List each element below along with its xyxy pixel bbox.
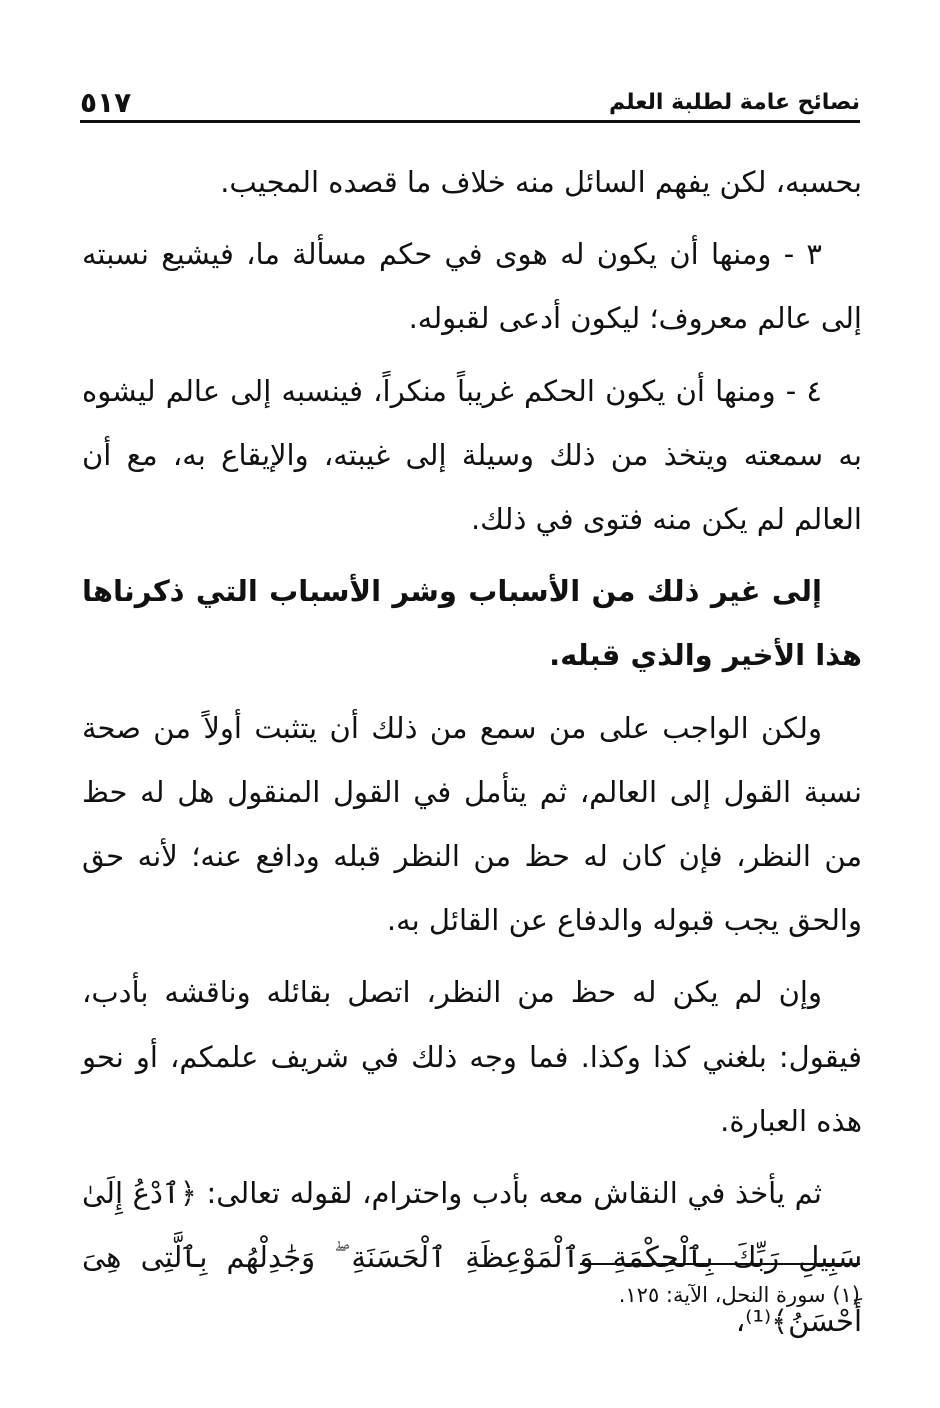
paragraph-5: ولكن الواجب على من سمع من ذلك أن يتثبت أولاً من صحة نسبة القول إلى العالم، ثم يتأمل في القول المنقول هل له حظ من النظر، فإن كان له حظ من النظر قبله ودافع عنه؛ لأنه حق والحق يجب قبوله والدفاع عن القائل به. bbox=[82, 710, 862, 938]
footnote-rule bbox=[580, 1263, 860, 1265]
paragraph-1: بحسبه، لكن يفهم السائل منه خلاف ما قصده المجيب. bbox=[220, 165, 862, 199]
running-title: نصائح عامة لطلبة العلم bbox=[609, 90, 860, 115]
page-number: ٥١٧ bbox=[80, 86, 132, 119]
footnote: (١) سورة النحل، الآية: ١٢٥. bbox=[618, 1283, 860, 1307]
body-text bbox=[82, 150, 862, 1362]
paragraph-7: ثم يأخذ في النقاش معه بأدب واحترام، لقوله تعالى: ﴿ٱدْعُ إِلَىٰ سَبِيلِ رَبِّكَ بِٱلْحِكْمَةِ وَٱلْمَوْعِظَةِ ٱلْحَسَنَةِ ۖ وَجَٰدِلْهُم بِٱلَّتِى هِىَ أَحْسَنُ﴾⁽¹⁾، bbox=[82, 1176, 862, 1339]
page-header bbox=[80, 78, 860, 118]
paragraph-2: ٣ - ومنها أن يكون له هوى في حكم مسألة ما، فيشيع نسبته إلى عالم معروف؛ ليكون أدعى لقبوله. bbox=[82, 237, 862, 336]
paragraph-4: إلى غير ذلك من الأسباب وشر الأسباب التي ذكرناها هذا الأخير والذي قبله. bbox=[82, 574, 862, 673]
paragraph-6: وإن لم يكن له حظ من النظر، اتصل بقائله وناقشه بأدب، فيقول: بلغني كذا وكذا. فما وجه ذلك في شريف علمكم، أو نحو هذه العبارة. bbox=[82, 975, 862, 1138]
paragraph-3: ٤ - ومنها أن يكون الحكم غريباً منكراً، فينسبه إلى عالم ليشوه به سمعته ويتخذ من ذلك وسيلة إلى غيبته، والإيقاع به، مع أن العالم لم يكن منه فتوى في ذلك. bbox=[82, 373, 862, 537]
header-rule bbox=[80, 120, 860, 123]
